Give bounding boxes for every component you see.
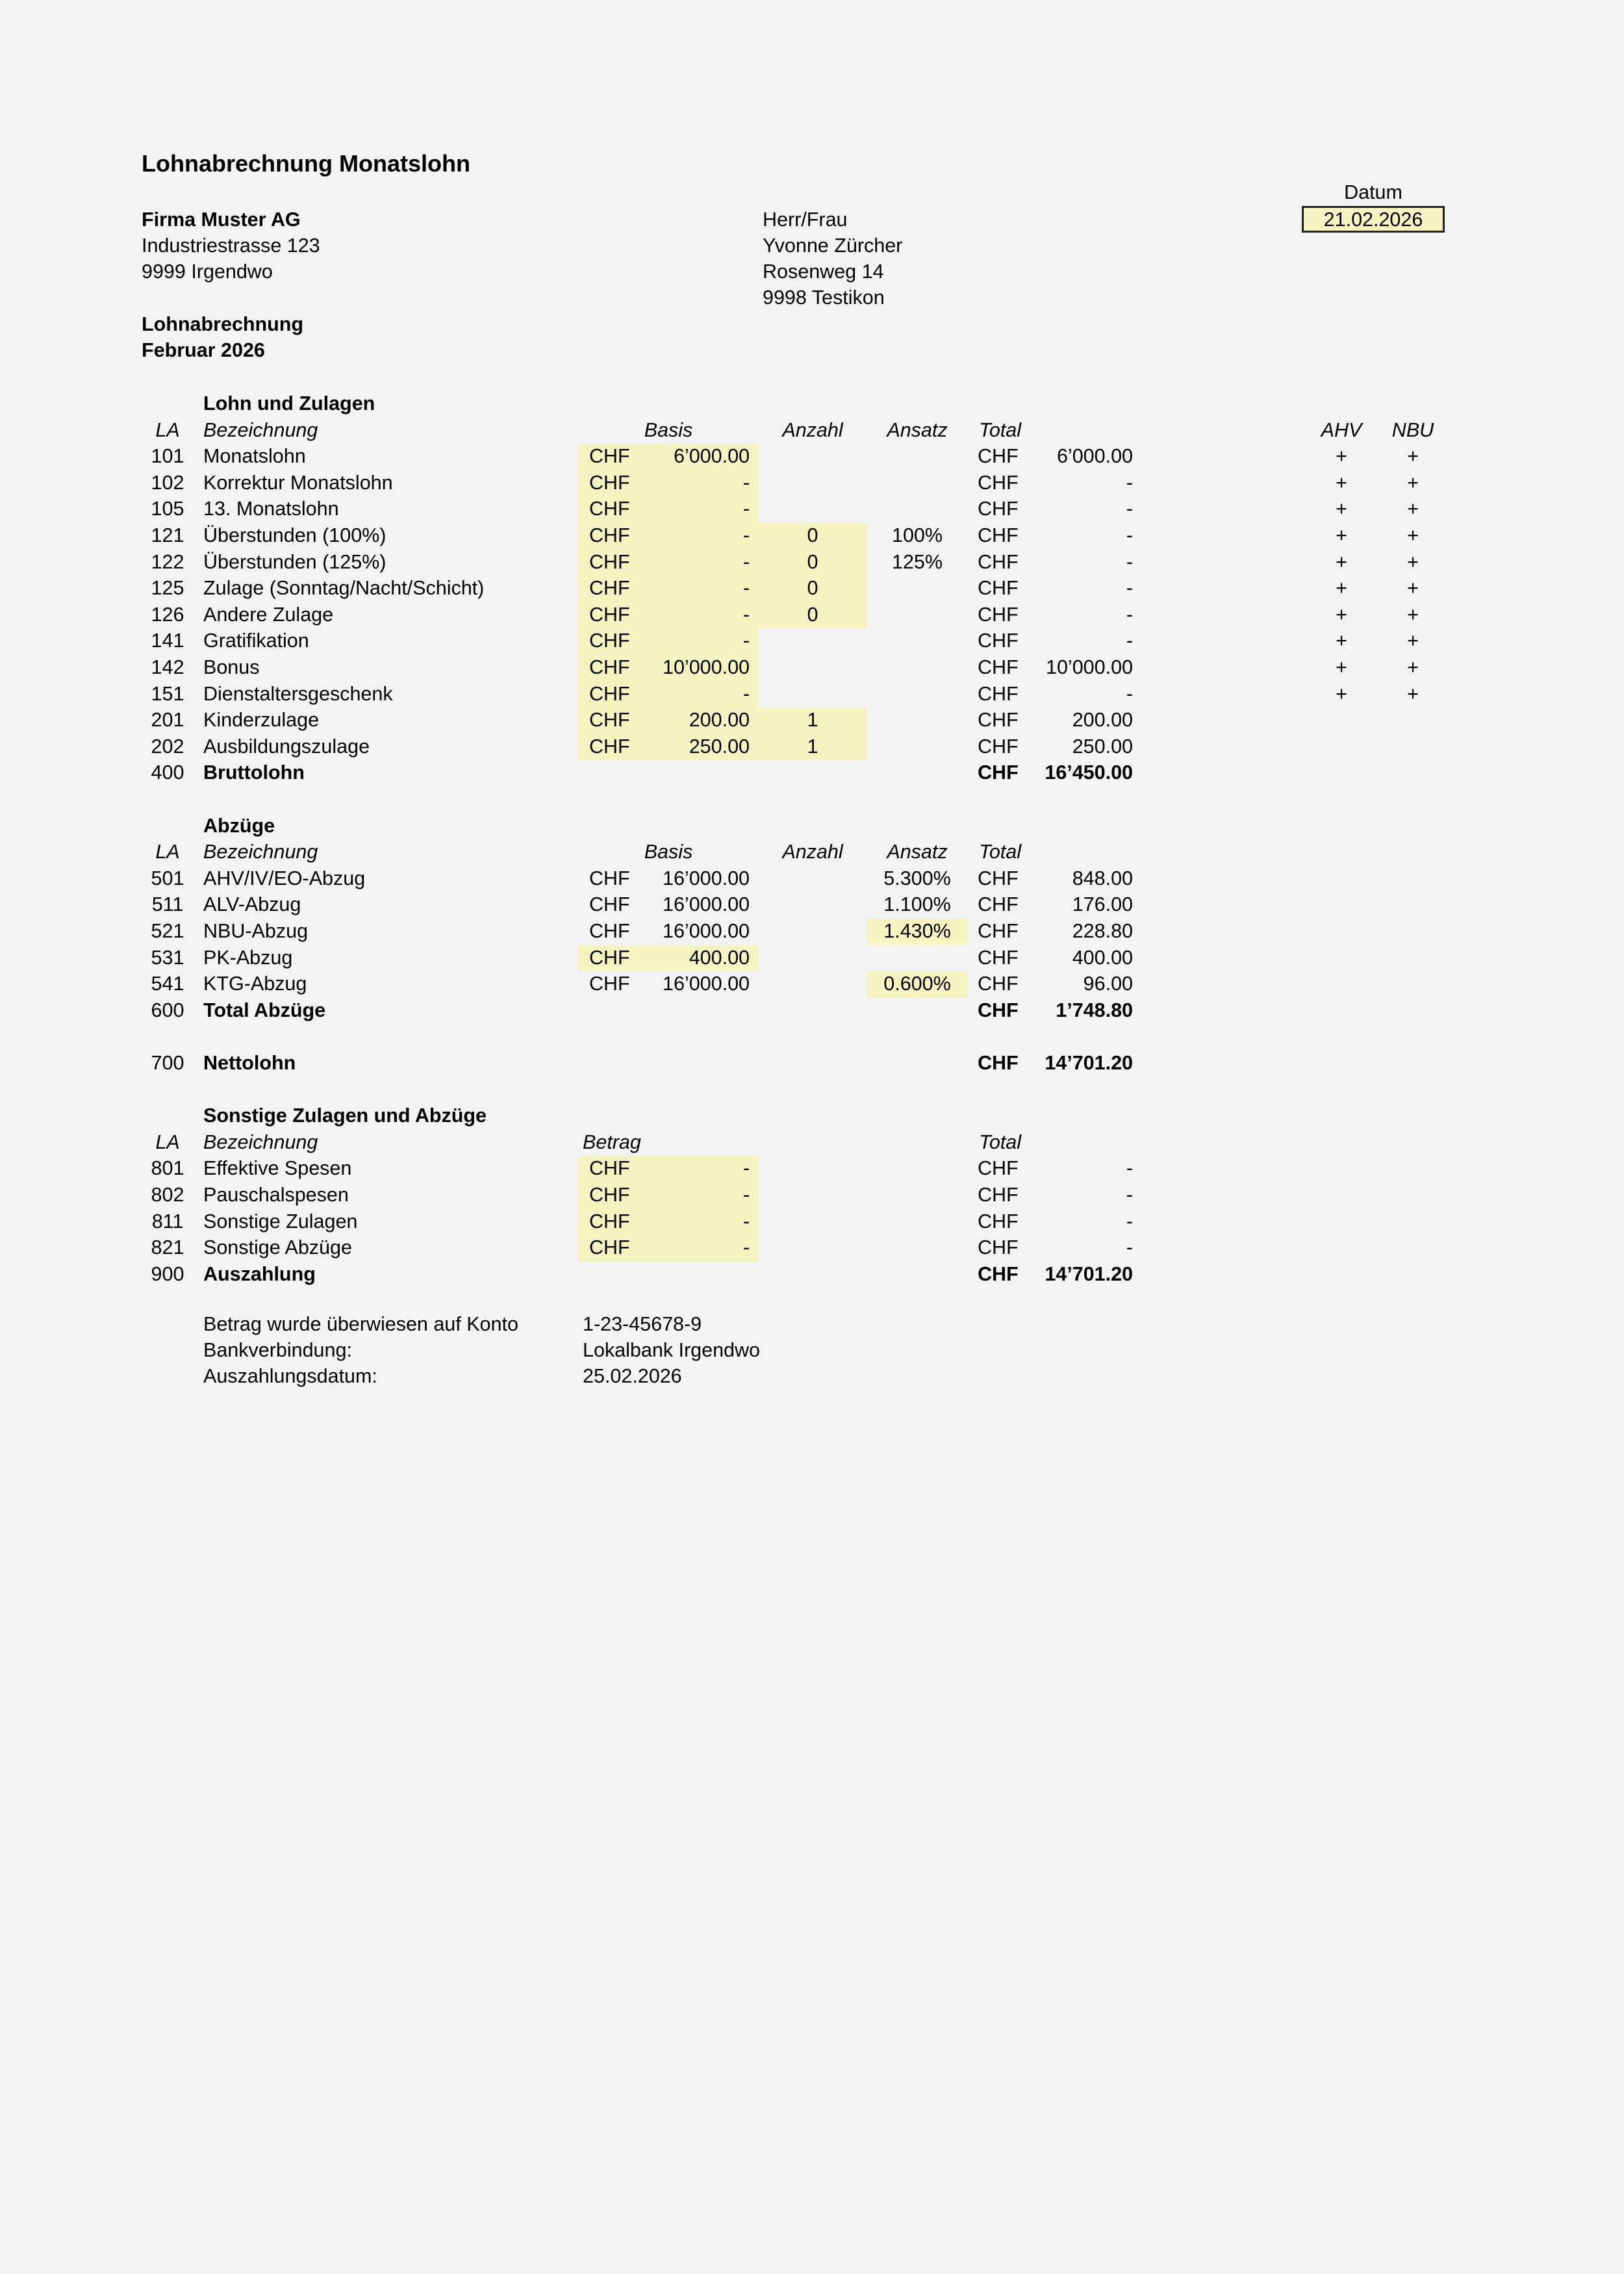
nbu-flag xyxy=(1390,707,1436,734)
col-header-total: Total xyxy=(979,1131,1022,1153)
total-value: 6’000.00 xyxy=(1056,445,1133,468)
bruttolohn-row-total: 16’450.00 xyxy=(1045,761,1133,784)
nbu-flag xyxy=(1390,734,1436,760)
betrag-value[interactable]: - xyxy=(742,1210,750,1233)
total-abzuege-row-la: 600 xyxy=(151,999,184,1021)
deduction-row-la: 501 xyxy=(151,867,184,889)
ahv-flag: + xyxy=(1336,603,1347,626)
wage-row-label: Gratifikation xyxy=(203,630,309,652)
total-value: - xyxy=(1126,524,1133,546)
ansatz-value xyxy=(867,681,968,708)
nettolohn-row-currency: CHF xyxy=(978,1052,1019,1074)
total-abzuege-row-total: 1’748.80 xyxy=(1056,999,1133,1021)
wage-row-label: Korrektur Monatslohn xyxy=(203,471,393,494)
total-value: 10’000.00 xyxy=(1046,656,1133,678)
ansatz-value xyxy=(867,654,968,681)
total-currency: CHF xyxy=(978,445,1019,468)
anzahl-value xyxy=(759,470,867,496)
basis-value[interactable]: 10’000.00 xyxy=(663,656,750,678)
wage-row-la: 142 xyxy=(151,656,184,678)
total-value: 228.80 xyxy=(1072,920,1133,942)
wage-row-la: 122 xyxy=(151,550,184,573)
total-value: - xyxy=(1126,630,1133,652)
col-header-la: LA xyxy=(155,1131,180,1153)
section-heading-sonstige: Sonstige Zulagen und Abzüge xyxy=(203,1105,487,1127)
total-value: - xyxy=(1126,1157,1133,1180)
betrag-currency[interactable]: CHF xyxy=(589,1210,630,1233)
wage-row-label: Andere Zulage xyxy=(203,603,334,626)
col-header-ansatz: Ansatz xyxy=(887,841,948,863)
ansatz-value[interactable]: 1.430% xyxy=(883,920,951,942)
basis-value[interactable]: 200.00 xyxy=(689,709,750,732)
total-value: - xyxy=(1126,603,1133,626)
total-value: - xyxy=(1126,682,1133,705)
basis-currency[interactable]: CHF xyxy=(589,471,630,494)
total-currency: CHF xyxy=(978,577,1019,600)
col-header-la: LA xyxy=(155,841,180,863)
ansatz-value xyxy=(867,945,968,971)
wage-row-label: Überstunden (125%) xyxy=(203,550,387,573)
total-currency: CHF xyxy=(978,1157,1019,1180)
betrag-value[interactable]: - xyxy=(742,1157,750,1180)
auszahlung-row-la: 900 xyxy=(151,1262,184,1285)
bruttolohn-row-currency: CHF xyxy=(978,761,1019,784)
nbu-flag: + xyxy=(1407,498,1419,520)
basis-value[interactable]: 250.00 xyxy=(689,735,750,758)
basis-currency[interactable]: CHF xyxy=(589,498,630,520)
date-label: Datum xyxy=(1344,181,1402,203)
nbu-flag: + xyxy=(1407,550,1419,573)
total-value: - xyxy=(1126,1210,1133,1233)
betrag-currency[interactable]: CHF xyxy=(589,1184,630,1206)
employee-salutation: Herr/Frau xyxy=(763,209,848,231)
betrag-currency[interactable]: CHF xyxy=(589,1157,630,1180)
col-header-la: LA xyxy=(155,418,180,441)
anzahl-value[interactable]: 1 xyxy=(807,709,818,732)
other-row-la: 821 xyxy=(151,1236,184,1259)
total-value: - xyxy=(1126,471,1133,494)
section-heading-abzuege: Abzüge xyxy=(203,814,275,837)
nbu-flag: + xyxy=(1407,682,1419,705)
total-value: - xyxy=(1126,498,1133,520)
basis-currency[interactable]: CHF xyxy=(589,735,630,758)
total-currency: CHF xyxy=(978,973,1019,995)
wage-row-la: 141 xyxy=(151,630,184,652)
auszahlung-row-label: Auszahlung xyxy=(203,1262,316,1285)
nbu-flag: + xyxy=(1407,603,1419,626)
col-header-anzahl: Anzahl xyxy=(782,418,843,441)
total-currency: CHF xyxy=(978,735,1019,758)
wage-row-label: 13. Monatslohn xyxy=(203,498,339,520)
wage-row-la: 101 xyxy=(151,445,184,468)
total-value: 200.00 xyxy=(1072,709,1133,732)
basis-currency[interactable]: CHF xyxy=(589,709,630,732)
ahv-flag: + xyxy=(1336,656,1347,678)
deduction-row-la: 521 xyxy=(151,920,184,942)
basis-currency[interactable]: CHF xyxy=(589,577,630,600)
other-row-la: 811 xyxy=(151,1210,184,1233)
bruttolohn-row-la: 400 xyxy=(151,761,184,784)
basis-value[interactable]: - xyxy=(742,471,750,494)
total-value: - xyxy=(1126,1236,1133,1259)
deduction-row-la: 531 xyxy=(151,946,184,969)
wage-row-la: 126 xyxy=(151,603,184,626)
basis-value[interactable]: - xyxy=(742,682,750,705)
ahv-flag: + xyxy=(1336,630,1347,652)
total-currency: CHF xyxy=(978,656,1019,678)
wage-row-la: 202 xyxy=(151,735,184,758)
total-value: - xyxy=(1126,577,1133,600)
ansatz-value: 1.100% xyxy=(883,893,951,916)
basis-currency: CHF xyxy=(589,893,630,916)
payment-bank: Lokalbank Irgendwo xyxy=(583,1339,760,1361)
basis-currency: CHF xyxy=(589,973,630,995)
col-header-bezeichnung: Bezeichnung xyxy=(203,418,318,441)
nbu-flag: + xyxy=(1407,524,1419,546)
total-currency: CHF xyxy=(978,550,1019,573)
total-currency: CHF xyxy=(978,603,1019,626)
wage-row-la: 151 xyxy=(151,682,184,705)
total-value: 96.00 xyxy=(1083,973,1133,995)
basis-currency[interactable]: CHF xyxy=(589,630,630,652)
basis-currency[interactable]: CHF xyxy=(589,603,630,626)
basis-value[interactable]: - xyxy=(742,603,750,626)
total-currency: CHF xyxy=(978,682,1019,705)
wage-row-la: 105 xyxy=(151,498,184,520)
col-header-basis: Basis xyxy=(644,841,693,863)
basis-currency[interactable]: CHF xyxy=(589,550,630,573)
period-month: Februar 2026 xyxy=(142,339,265,361)
total-currency: CHF xyxy=(978,1236,1019,1259)
nettolohn-row-label: Nettolohn xyxy=(203,1052,296,1074)
total-currency: CHF xyxy=(978,524,1019,546)
ahv-flag: + xyxy=(1336,498,1347,520)
employee-street: Rosenweg 14 xyxy=(763,261,884,283)
anzahl-value[interactable]: 0 xyxy=(807,524,818,546)
basis-value: 16’000.00 xyxy=(663,973,750,995)
ahv-flag: + xyxy=(1336,682,1347,705)
nbu-flag: + xyxy=(1407,577,1419,600)
payment-date-label: Auszahlungsdatum: xyxy=(203,1365,377,1387)
wage-row-label: Bonus xyxy=(203,656,260,678)
total-currency: CHF xyxy=(978,1184,1019,1206)
anzahl-value[interactable]: 1 xyxy=(807,735,818,758)
section-heading-lohn: Lohn und Zulagen xyxy=(203,392,375,415)
total-currency: CHF xyxy=(978,630,1019,652)
total-currency: CHF xyxy=(978,946,1019,969)
col-header-bezeichnung: Bezeichnung xyxy=(203,841,318,863)
nettolohn-row-total: 14’701.20 xyxy=(1045,1052,1133,1074)
total-currency: CHF xyxy=(978,471,1019,494)
col-header-ansatz: Ansatz xyxy=(887,418,948,441)
basis-value: 16’000.00 xyxy=(663,893,750,916)
total-value: - xyxy=(1126,1184,1133,1206)
deduction-row-label: AHV/IV/EO-Abzug xyxy=(203,867,366,889)
anzahl-value xyxy=(759,654,867,681)
total-abzuege-row-currency: CHF xyxy=(978,999,1019,1021)
payment-bank-label: Bankverbindung: xyxy=(203,1339,352,1361)
ahv-flag xyxy=(1319,734,1364,760)
ansatz-value xyxy=(867,602,968,628)
anzahl-value xyxy=(759,681,867,708)
employer-street: Industriestrasse 123 xyxy=(142,235,320,257)
anzahl-value[interactable]: 0 xyxy=(807,550,818,573)
basis-value[interactable]: - xyxy=(742,524,750,546)
wage-row-la: 121 xyxy=(151,524,184,546)
ansatz-value: 125% xyxy=(891,550,943,573)
basis-value[interactable]: - xyxy=(742,577,750,600)
anzahl-value xyxy=(759,496,867,522)
ansatz-value xyxy=(867,575,968,602)
employer-city: 9999 Irgendwo xyxy=(142,261,273,283)
auszahlung-row-currency: CHF xyxy=(978,1262,1019,1285)
deduction-row-la: 541 xyxy=(151,973,184,995)
total-value: 250.00 xyxy=(1072,735,1133,758)
nbu-flag: + xyxy=(1407,656,1419,678)
anzahl-value[interactable]: 0 xyxy=(807,603,818,626)
col-header-basis: Basis xyxy=(644,418,693,441)
ansatz-value: 5.300% xyxy=(883,867,951,889)
ansatz-value xyxy=(867,734,968,760)
page-title: Lohnabrechnung Monatslohn xyxy=(142,150,470,177)
ansatz-value xyxy=(867,470,968,496)
total-value: 176.00 xyxy=(1072,893,1133,916)
col-header-bezeichnung: Bezeichnung xyxy=(203,1131,318,1153)
wage-row-label: Kinderzulage xyxy=(203,709,320,732)
ansatz-value: 100% xyxy=(891,524,943,546)
ahv-flag: + xyxy=(1336,577,1347,600)
total-currency: CHF xyxy=(978,867,1019,889)
basis-currency: CHF xyxy=(589,867,630,889)
deduction-row-label: NBU-Abzug xyxy=(203,920,309,942)
ahv-flag xyxy=(1319,707,1364,734)
wage-row-label: Dienstaltersgeschenk xyxy=(203,682,393,705)
nbu-flag: + xyxy=(1407,630,1419,652)
total-abzuege-row-label: Total Abzüge xyxy=(203,999,326,1021)
total-value: - xyxy=(1126,550,1133,573)
total-currency: CHF xyxy=(978,893,1019,916)
basis-value[interactable]: 400.00 xyxy=(689,946,750,969)
ahv-flag: + xyxy=(1336,445,1347,468)
basis-value: 16’000.00 xyxy=(663,867,750,889)
basis-currency[interactable]: CHF xyxy=(589,445,630,468)
ansatz-value xyxy=(867,707,968,734)
basis-value: 16’000.00 xyxy=(663,920,750,942)
nettolohn-row-la: 700 xyxy=(151,1052,184,1074)
basis-currency[interactable]: CHF xyxy=(589,682,630,705)
wage-row-label: Überstunden (100%) xyxy=(203,524,387,546)
col-header-nbu: NBU xyxy=(1391,418,1434,441)
employer-name: Firma Muster AG xyxy=(142,209,301,231)
basis-currency[interactable]: CHF xyxy=(589,656,630,678)
ansatz-value xyxy=(867,443,968,470)
total-currency: CHF xyxy=(978,709,1019,732)
deduction-row-label: ALV-Abzug xyxy=(203,893,301,916)
deduction-row-label: KTG-Abzug xyxy=(203,973,307,995)
other-row-label: Sonstige Abzüge xyxy=(203,1236,352,1259)
nbu-flag: + xyxy=(1407,471,1419,494)
betrag-value[interactable]: - xyxy=(742,1236,750,1259)
other-row-label: Sonstige Zulagen xyxy=(203,1210,358,1233)
wage-row-la: 102 xyxy=(151,471,184,494)
ahv-flag: + xyxy=(1336,550,1347,573)
wage-row-la: 201 xyxy=(151,709,184,732)
wage-row-la: 125 xyxy=(151,577,184,600)
other-row-label: Pauschalspesen xyxy=(203,1184,349,1206)
basis-currency[interactable]: CHF xyxy=(589,524,630,546)
other-row-la: 802 xyxy=(151,1184,184,1206)
wage-row-label: Zulage (Sonntag/Nacht/Schicht) xyxy=(203,577,485,600)
employee-name: Yvonne Zürcher xyxy=(763,235,903,257)
total-currency: CHF xyxy=(978,498,1019,520)
anzahl-value[interactable]: 0 xyxy=(807,577,818,600)
total-value: 400.00 xyxy=(1072,946,1133,969)
ansatz-value xyxy=(867,496,968,522)
other-row-la: 801 xyxy=(151,1157,184,1180)
basis-currency: CHF xyxy=(589,920,630,942)
col-header-ahv: AHV xyxy=(1321,418,1362,441)
basis-currency[interactable]: CHF xyxy=(589,946,630,969)
col-header-total: Total xyxy=(979,841,1022,863)
basis-value[interactable]: 6’000.00 xyxy=(673,445,750,468)
betrag-value[interactable]: - xyxy=(742,1184,750,1206)
payment-account: 1-23-45678-9 xyxy=(583,1313,702,1335)
betrag-currency[interactable]: CHF xyxy=(589,1236,630,1259)
payment-account-label: Betrag wurde überwiesen auf Konto xyxy=(203,1313,518,1335)
ahv-flag: + xyxy=(1336,471,1347,494)
total-value: 848.00 xyxy=(1072,867,1133,889)
date-field[interactable]: 21.02.2026 xyxy=(1302,206,1445,233)
ansatz-value xyxy=(867,628,968,654)
wage-row-label: Ausbildungszulage xyxy=(203,735,370,758)
basis-value[interactable]: - xyxy=(742,498,750,520)
nbu-flag: + xyxy=(1407,445,1419,468)
col-header-total: Total xyxy=(979,418,1022,441)
period-label: Lohnabrechnung xyxy=(142,313,304,335)
employee-city: 9998 Testikon xyxy=(763,287,885,309)
anzahl-value xyxy=(759,628,867,654)
ahv-flag: + xyxy=(1336,524,1347,546)
other-row-label: Effektive Spesen xyxy=(203,1157,352,1180)
basis-value[interactable]: - xyxy=(742,550,750,573)
total-currency: CHF xyxy=(978,920,1019,942)
anzahl-value xyxy=(759,443,867,470)
basis-value[interactable]: - xyxy=(742,630,750,652)
wage-row-label: Monatslohn xyxy=(203,445,306,468)
deduction-row-label: PK-Abzug xyxy=(203,946,293,969)
col-header-anzahl: Anzahl xyxy=(782,841,843,863)
bruttolohn-row-label: Bruttolohn xyxy=(203,761,305,784)
deduction-row-la: 511 xyxy=(151,893,184,916)
payment-date: 25.02.2026 xyxy=(583,1365,682,1387)
col-header-betrag: Betrag xyxy=(583,1131,641,1153)
ansatz-value[interactable]: 0.600% xyxy=(883,973,951,995)
total-currency: CHF xyxy=(978,1210,1019,1233)
auszahlung-row-total: 14’701.20 xyxy=(1045,1262,1133,1285)
